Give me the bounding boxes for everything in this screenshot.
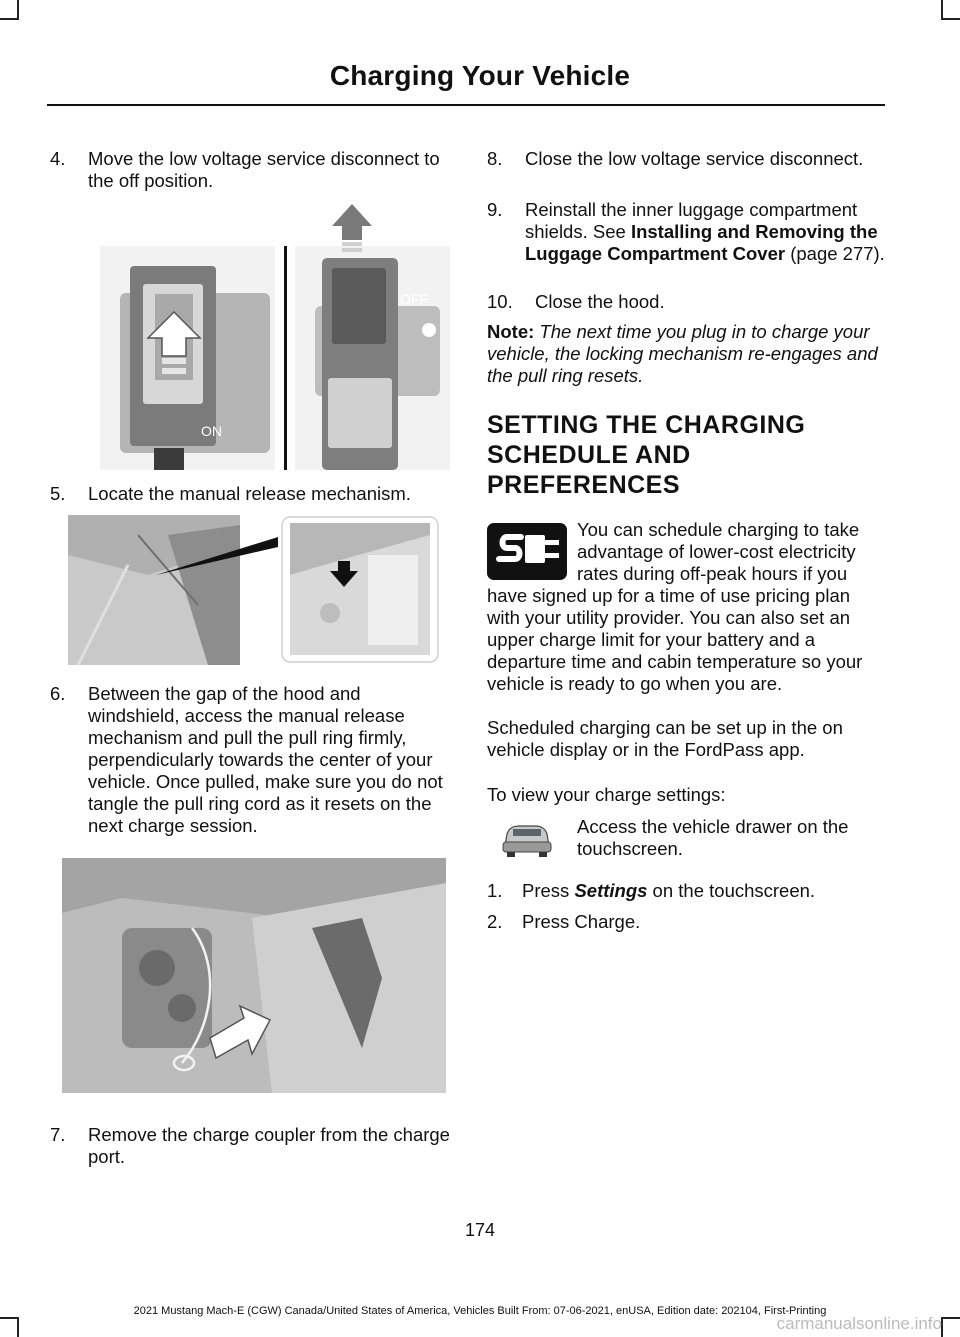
note <box>487 321 887 387</box>
paragraph-view-settings: To view your charge settings: <box>487 784 726 805</box>
step-text: Close the low voltage service disconnect. <box>525 148 864 169</box>
vehicle-icon <box>497 816 557 860</box>
list-text-part: on the touchscreen. <box>647 880 816 901</box>
crop-mark <box>941 18 960 20</box>
step-text: Remove the charge coupler from the charge port. <box>88 1124 450 1167</box>
crop-mark <box>941 0 943 20</box>
step-text <box>525 199 887 265</box>
icon-float-spacer <box>487 519 577 585</box>
intro-text: You can schedule charging to take advantage of lower-cost electricity rates during off-peak hours if you have signed up for a time of use pricing plan with your utility provider. You can also set an upper charge limit for your battery and a departure time and cabin temperature so your vehicle is ready to go when you are. <box>487 519 863 694</box>
watermark: carmanualsonline.info <box>776 1314 942 1333</box>
step-number: 5. <box>50 483 66 504</box>
step-5 <box>50 483 455 505</box>
crop-mark <box>941 1317 960 1319</box>
header-divider <box>47 104 885 106</box>
step-text: Between the gap of the hood and windshield, access the manual release mechanism and pull the pull ring firmly, perpendicularly towards the center of your vehicle. Once pulled, make sure you do not tangle the pull ring cord as it resets on the next charge session. <box>88 683 443 836</box>
list-item-1 <box>487 880 887 902</box>
step-7 <box>50 1124 452 1168</box>
paragraph-vehicle-drawer: Access the vehicle drawer on the touchscreen. <box>577 816 849 859</box>
note-label: Note: <box>487 321 535 342</box>
crop-mark <box>0 18 19 20</box>
step-number: 4. <box>50 148 66 169</box>
list-text-part: Press <box>522 880 575 901</box>
step-4 <box>50 148 450 192</box>
step-text-part: Reinstall the inner luggage compartment shields. See <box>525 199 858 242</box>
settings-emphasis: Settings <box>574 880 648 901</box>
step-number: 7. <box>50 1124 66 1145</box>
step-8 <box>487 148 887 170</box>
list-text: Press Charge. <box>522 911 641 932</box>
footer-edition-info: 2021 Mustang Mach-E (CGW) Canada/United States of America, Vehicles Built From: 07-06-2021, enUSA, Edition date: 202104, First-Printing <box>133 1305 827 1317</box>
step-text-part: (page 277). <box>785 243 885 264</box>
list-number: 2. <box>487 911 503 932</box>
figure-pull-ring <box>62 858 446 1093</box>
step-text: Close the hood. <box>535 291 665 312</box>
page-title: Charging Your Vehicle <box>329 60 631 91</box>
figure-service-disconnect <box>100 198 450 470</box>
step-10 <box>487 291 887 313</box>
step-number: 8. <box>487 148 503 169</box>
step-number: 6. <box>50 683 66 704</box>
list-number: 1. <box>487 880 503 901</box>
step-6 <box>50 683 452 837</box>
list-text <box>522 880 887 902</box>
note-text: The next time you plug in to charge your vehicle, the locking mechanism re-engages and the pull ring resets. <box>487 321 878 386</box>
figure-manual-release-location <box>68 515 440 667</box>
on-label: ON <box>201 423 222 439</box>
list-item-2 <box>487 911 887 933</box>
crop-mark <box>0 1317 19 1319</box>
step-text: Locate the manual release mechanism. <box>88 483 411 504</box>
crop-mark <box>17 0 19 20</box>
section-heading: SETTING THE CHARGING SCHEDULE AND PREFERENCES <box>487 411 806 499</box>
step-number: 10. <box>487 291 513 312</box>
cross-reference-link[interactable]: Installing and Removing the Luggage Compartment Cover <box>525 221 878 264</box>
step-number: 9. <box>487 199 503 220</box>
step-text: Move the low voltage service disconnect to the off position. <box>88 148 440 191</box>
crop-mark <box>17 1317 19 1337</box>
paragraph-scheduled: Scheduled charging can be set up in the on vehicle display or in the FordPass app. <box>487 717 843 760</box>
page-number: 174 <box>464 1220 496 1240</box>
off-label: OFF <box>400 291 428 307</box>
step-9 <box>487 199 887 265</box>
paragraph-intro <box>487 519 882 695</box>
